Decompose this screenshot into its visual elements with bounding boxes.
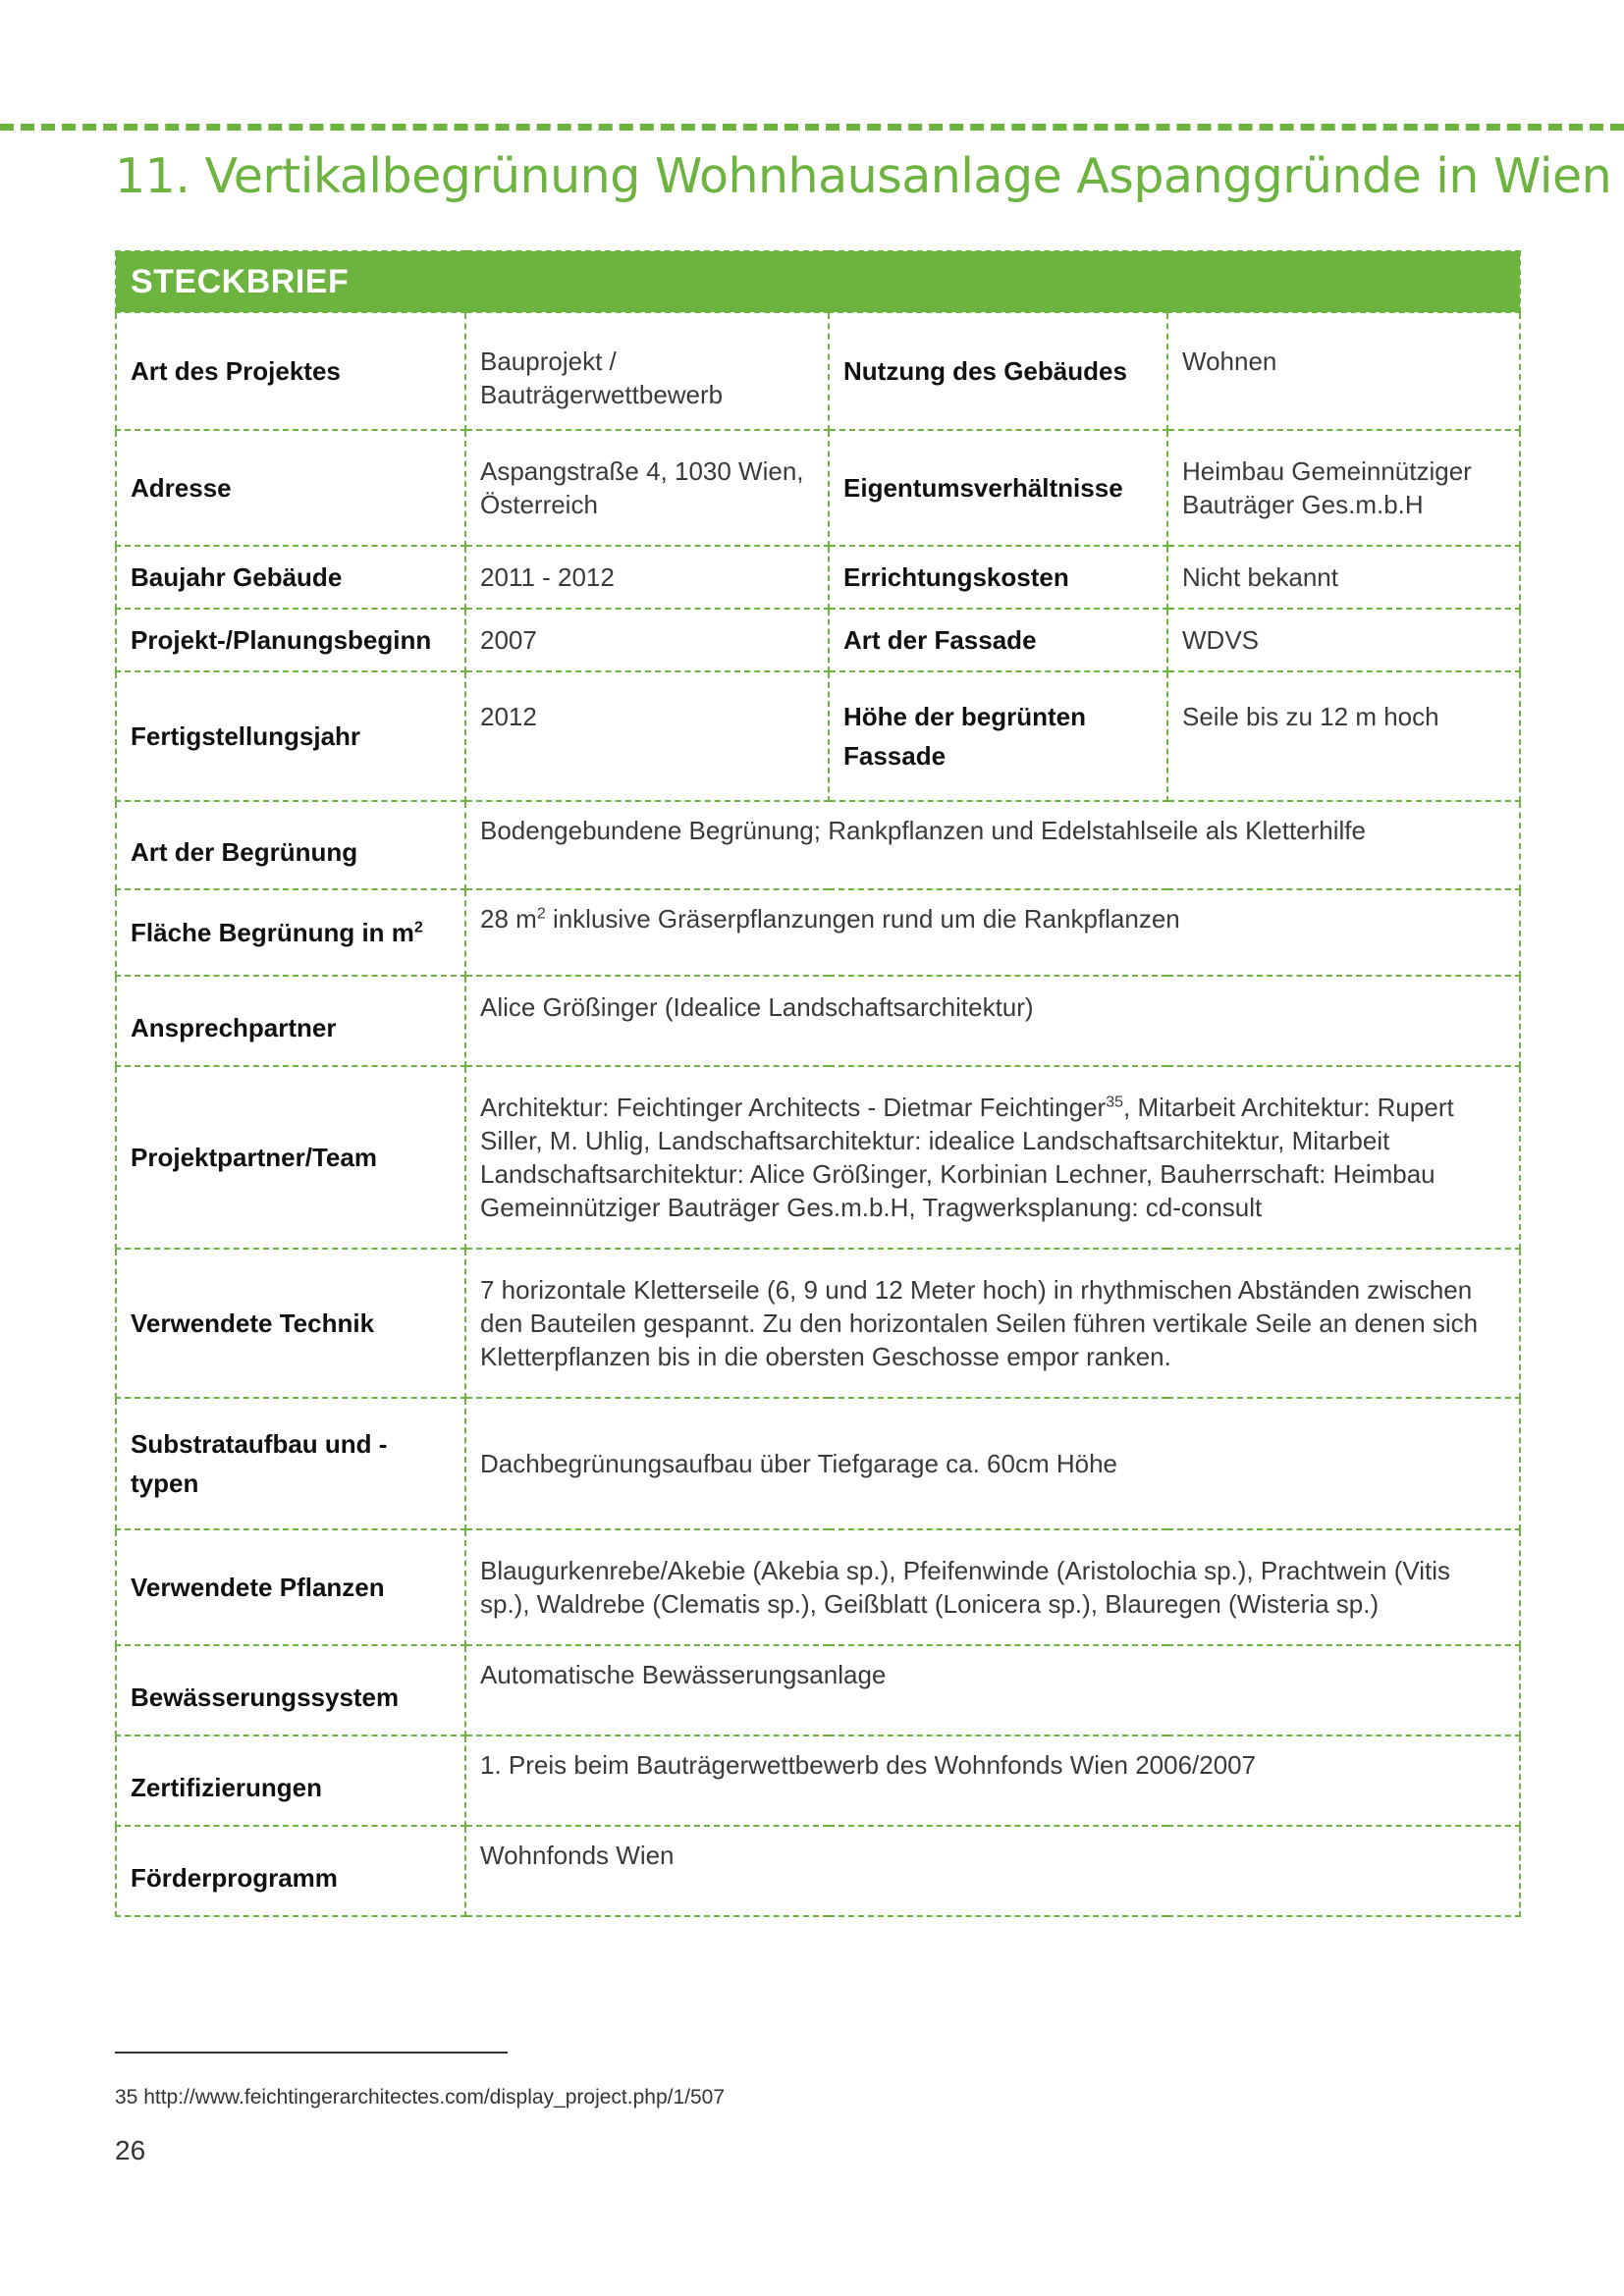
- row-value: 7 horizontale Kletterseile (6, 9 und 12 Meter hoch) in rhythmischen Abständen zwischen den Bauteilen gespannt. Zu den horizontalen Seilen führen vertikale Seile an denen sich Kletterpflanzen bis in die obersten Geschosse empor ranken.: [465, 1249, 1520, 1398]
- table-row: [116, 609, 1520, 671]
- row-label: Art des Projektes: [116, 312, 465, 430]
- row-value: Seile bis zu 12 m hoch: [1167, 671, 1520, 801]
- row-value: Bodengebundene Begrünung; Rankpflanzen und Edelstahlseile als Kletterhilfe: [465, 801, 1520, 889]
- table-row: [116, 1249, 1520, 1398]
- row-label: Zertifizierungen: [116, 1735, 465, 1826]
- row-value: Nicht bekannt: [1167, 546, 1520, 609]
- table-row: [116, 1066, 1520, 1249]
- row-value: Automatische Bewässerungsanlage: [465, 1645, 1520, 1735]
- top-dashed-rule: [0, 124, 1624, 131]
- table-row: [116, 1735, 1520, 1826]
- table-header-blank: [465, 251, 1520, 312]
- table-row: [116, 671, 1520, 801]
- row-value: 2012: [465, 671, 829, 801]
- table-row: [116, 312, 1520, 430]
- table-row: [116, 889, 1520, 976]
- table-row: [116, 1398, 1520, 1529]
- table-row: [116, 976, 1520, 1066]
- table-row: [116, 801, 1520, 889]
- row-label: Adresse: [116, 430, 465, 546]
- footnote: 35 http://www.feichtingerarchitectes.com/display_project.php/1/507: [115, 2086, 726, 2109]
- row-label: Höhe der begrünten Fassade: [829, 671, 1167, 801]
- row-value: Architektur: Feichtinger Architects - Dietmar Feichtinger$^{35}$, Mitarbeit Architektur: Rupert Siller, M. Uhlig, Landschaftsarchitektur: idealice Landschaftsarchitektur, Mitarbeit Landschaftsarchitektur: Alice Größinger, Korbinian Lechner, Bauherrschaft: Heimbau Gemeinnütziger Bauträger Ges.m.b.H, Tragwerksplanung: cd-consult: [465, 1066, 1520, 1249]
- page-number: 26: [115, 2135, 146, 2165]
- row-label: Projektpartner/Team: [116, 1066, 465, 1249]
- row-value: 2011 - 2012: [465, 546, 829, 609]
- table-row: [116, 1826, 1520, 1916]
- row-label: Art der Fassade: [829, 609, 1167, 671]
- row-value: Wohnen: [1167, 312, 1520, 430]
- row-label: Errichtungskosten: [829, 546, 1167, 609]
- table-row: [116, 546, 1520, 609]
- row-label: Verwendete Technik: [116, 1249, 465, 1398]
- row-label: Förderprogramm: [116, 1826, 465, 1916]
- row-label: Art der Begrünung: [116, 801, 465, 889]
- row-value: WDVS: [1167, 609, 1520, 671]
- row-value: Blaugurkenrebe/Akebie (Akebia sp.), Pfeifenwinde (Aristolochia sp.), Prachtwein (Vitis sp.), Waldrebe (Clematis sp.), Geißblatt (Lonicera sp.), Blauregen (Wisteria sp.): [465, 1529, 1520, 1645]
- page-title: 11. Vertikalbegrünung Wohnhausanlage Aspanggründe in Wien: [115, 148, 1612, 204]
- row-label: Verwendete Pflanzen: [116, 1529, 465, 1645]
- row-value: Heimbau Gemeinnütziger Bauträger Ges.m.b.H: [1167, 430, 1520, 546]
- row-value: Dachbegrünungsaufbau über Tiefgarage ca. 60cm Höhe: [465, 1398, 1520, 1529]
- footnote-rule: [115, 2052, 508, 2054]
- row-value: 28 $m^2$ inklusive Gräserpflanzungen rund um die Rankpflanzen: [465, 889, 1520, 976]
- row-value: Wohnfonds Wien: [465, 1826, 1520, 1916]
- row-label: Projekt-/Planungsbeginn: [116, 609, 465, 671]
- row-label: Ansprechpartner: [116, 976, 465, 1066]
- row-value: Alice Größinger (Idealice Landschaftsarchitektur): [465, 976, 1520, 1066]
- row-label: Fläche Begrünung in $m^2$: [116, 889, 465, 976]
- row-label: Substrataufbau und -typen: [116, 1398, 465, 1529]
- row-label: Baujahr Gebäude: [116, 546, 465, 609]
- row-value: Bauprojekt / Bauträgerwettbewerb: [465, 312, 829, 430]
- table-header-row: [116, 251, 1520, 312]
- row-label: Fertigstellungsjahr: [116, 671, 465, 801]
- table-row: [116, 1529, 1520, 1645]
- table-header-title: STECKBRIEF: [116, 251, 465, 312]
- steckbrief-table: [115, 250, 1521, 1917]
- row-label: Eigentumsverhältnisse: [829, 430, 1167, 546]
- row-value: 1. Preis beim Bauträgerwettbewerb des Wohnfonds Wien 2006/2007: [465, 1735, 1520, 1826]
- row-label: Bewässerungssystem: [116, 1645, 465, 1735]
- table-row: [116, 430, 1520, 546]
- row-value: Aspangstraße 4, 1030 Wien, Österreich: [465, 430, 829, 546]
- row-label: Nutzung des Gebäudes: [829, 312, 1167, 430]
- table-row: [116, 1645, 1520, 1735]
- row-value: 2007: [465, 609, 829, 671]
